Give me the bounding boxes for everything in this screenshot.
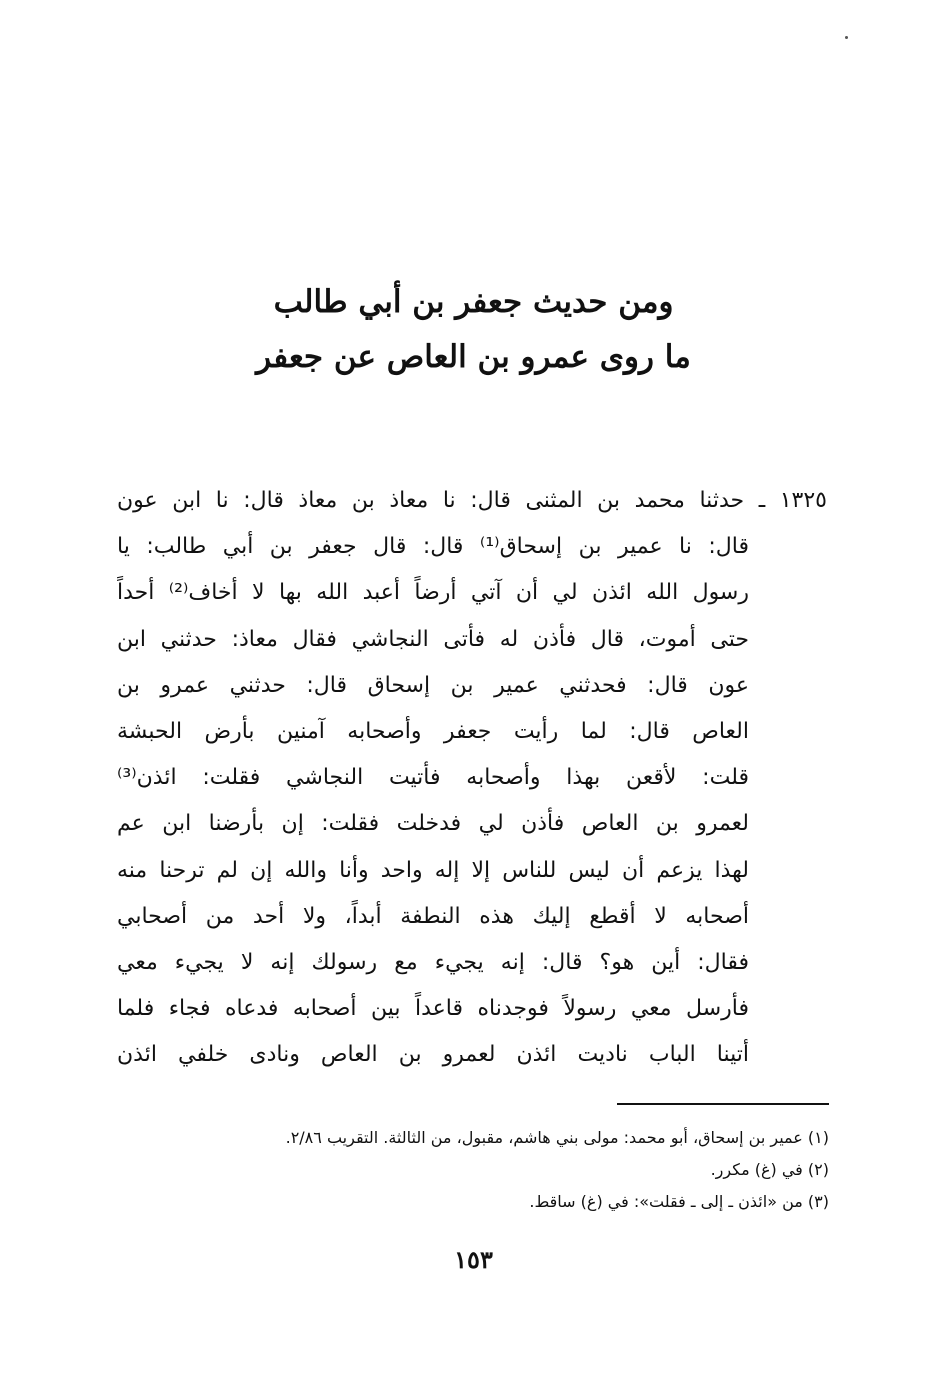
hadith-line: قلت: لأقعن بهذا وأصحابه فأتيت النجاشي فقلت: ائذن⁽³⁾ <box>117 765 749 791</box>
hadith-line: عون قال: فحدثني عمير بن إسحاق قال: حدثني عمرو بن <box>117 672 749 698</box>
hadith-line: فأرسل معي رسولاً فوجدناه قاعداً بين أصحابه فدعاه فجاء فلما <box>117 996 749 1022</box>
hadith-line: أتينا الباب ناديت ائذن لعمرو بن العاص ونادى خلفي ائذن <box>117 1042 749 1068</box>
heading-line-1: ومن حديث جعفر بن أبي طالب <box>273 284 674 320</box>
hadith-text <box>117 478 827 1078</box>
footnote-1: (١) عمير بن إسحاق، أبو محمد: مولى بني هاشم، مقبول، من الثالثة. التقريب ٢/٨٦. <box>285 1128 829 1147</box>
hadith-line: العاص قال: لما رأيت جعفر وأصحابه آمنين بأرض الحبشة <box>117 718 749 744</box>
scan-speck <box>845 36 848 39</box>
footnotes <box>109 1122 829 1218</box>
footnote-3: (٣) من «ائذن ـ إلى ـ فقلت»: في (غ) ساقط. <box>529 1192 829 1211</box>
footnote-divider <box>617 1103 829 1105</box>
heading-line-2: ما روى عمرو بن العاص عن جعفر <box>256 339 691 375</box>
hadith-line: فقال: أين هو؟ قال: إنه يجيء مع رسولك إنه لا يجيء معي <box>117 949 749 975</box>
hadith-line: لعمرو بن العاص فأذن لي فدخلت فقلت: إن بأرضنا ابن عم <box>117 811 749 837</box>
hadith-line: قال: نا عمير بن إسحاق⁽¹⁾ قال: قال جعفر بن أبي طالب: يا <box>117 534 749 560</box>
hadith-number: ١٣٢٥ ـ <box>758 488 827 513</box>
hadith-line <box>117 478 827 524</box>
footnote-2: (٢) في (غ) مكرر. <box>710 1160 829 1179</box>
hadith-line: أصحابه لا أقطع إليك هذه النطفة أبداً، ولا أحد من أصحابي <box>117 903 749 929</box>
page-number: ١٥٣ <box>454 1245 493 1274</box>
chapter-heading <box>120 275 827 385</box>
hadith-line-text: حدثنا محمد بن المثنى قال: نا معاذ بن معاذ قال: نا ابن عون <box>117 488 745 513</box>
hadith-line: لهذا يزعم أن ليس للناس إلا إله واحد وأنا والله إن لم ترحنا منه <box>117 857 749 883</box>
hadith-line: حتى أموت، قال فأذن له فأتى النجاشي فقال معاذ: حدثني ابن <box>117 626 749 652</box>
hadith-line: رسول الله ائذن لي أن آتي أرضاً أعبد الله بها لا أخاف⁽²⁾ أحداً <box>117 580 749 606</box>
